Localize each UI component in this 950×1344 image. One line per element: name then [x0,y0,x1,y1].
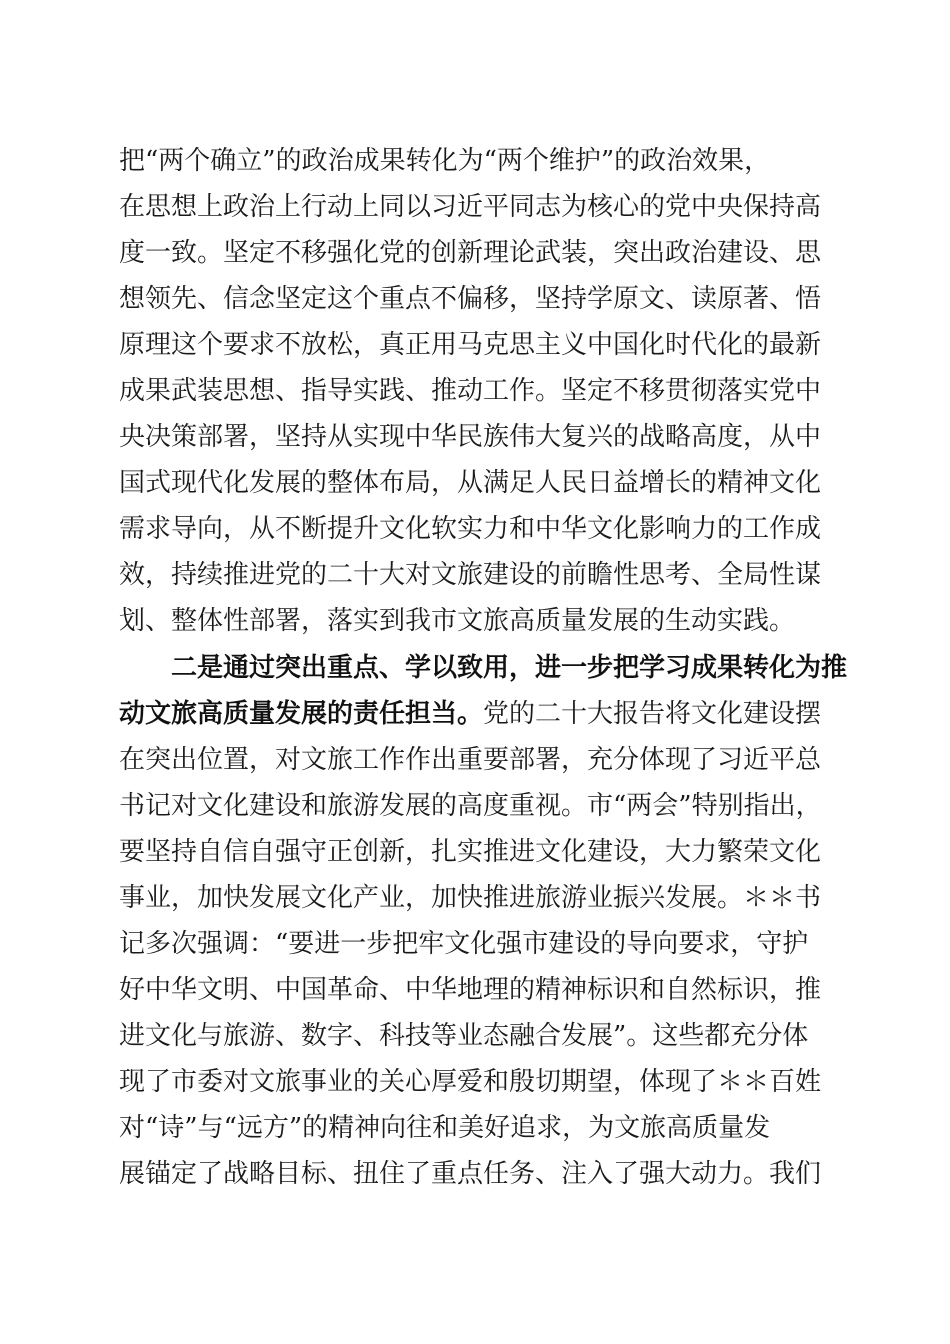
text-line: 现了市委对文旅事业的关心厚爱和殷切期望，体现了＊＊百姓 [119,1066,822,1097]
paragraph-1 [119,138,834,645]
text-line: 事业，加快发展文化产业，加快推进旅游业振兴发展。＊＊书 [119,882,822,913]
text-line: 对“诗”与“远方”的精神向往和美好追求，为文旅高质量发 [119,1112,771,1143]
section-heading-line: 二是通过突出重点、学以致用，进一步把学习成果转化为推 [171,652,848,683]
text-line: 成果武装思想、指导实践、推动工作。坚定不移贯彻落实党中 [119,376,822,407]
text-line: 进文化与旅游、数字、科技等业态融合发展”。这些都充分体 [119,1020,809,1051]
text-line: 原理这个要求不放松，真正用马克思主义中国化时代化的最新 [119,330,822,361]
text-line: 国式现代化发展的整体布局，从满足人民日益增长的精神文化 [119,468,822,499]
text-line-rest: 党的二十大报告将文化建设摆 [483,698,822,729]
text-line [119,691,834,737]
text-line: 把“两个确立”的政治成果转化为“两个维护”的政治效果， [119,146,771,176]
text-line: 度一致。坚定不移强化党的创新理论武装，突出政治建设、思 [119,238,822,269]
text-line: 央决策部署，坚持从实现中华民族伟大复兴的战略高度，从中 [119,422,822,453]
text-line: 书记对文化建设和旅游发展的高度重视。市“两会”特别指出， [119,790,822,821]
text-line: 在突出位置，对文旅工作作出重要部署，充分体现了习近平总 [119,744,822,775]
text-line: 想领先、信念坚定这个重点不偏移，坚持学原文、读原著、悟 [119,284,822,315]
text-line: 记多次强调：“要进一步把牢文化强市建设的导向要求，守护 [119,928,809,959]
section-heading-end: 动文旅高质量发展的责任担当。 [119,698,484,729]
text-line: 划、整体性部署，落实到我市文旅高质量发展的生动实践。 [119,606,796,637]
body-text [119,138,848,1197]
text-line: 好中华文明、中国革命、中华地理的精神标识和自然标识，推 [119,974,822,1005]
paragraph-2 [119,645,848,1198]
text-line: 要坚持自信自强守正创新，扎实推进文化建设，大力繁荣文化 [119,836,822,867]
text-line: 效，持续推进党的二十大对文旅建设的前瞻性思考、全局性谋 [119,560,822,591]
text-line: 在思想上政治上行动上同以习近平同志为核心的党中央保持高 [119,192,822,223]
text-line: 展锚定了战略目标、扭住了重点任务、注入了强大动力。我们 [119,1159,822,1190]
text-line: 需求导向，从不断提升文化软实力和中华文化影响力的工作成 [119,514,822,545]
